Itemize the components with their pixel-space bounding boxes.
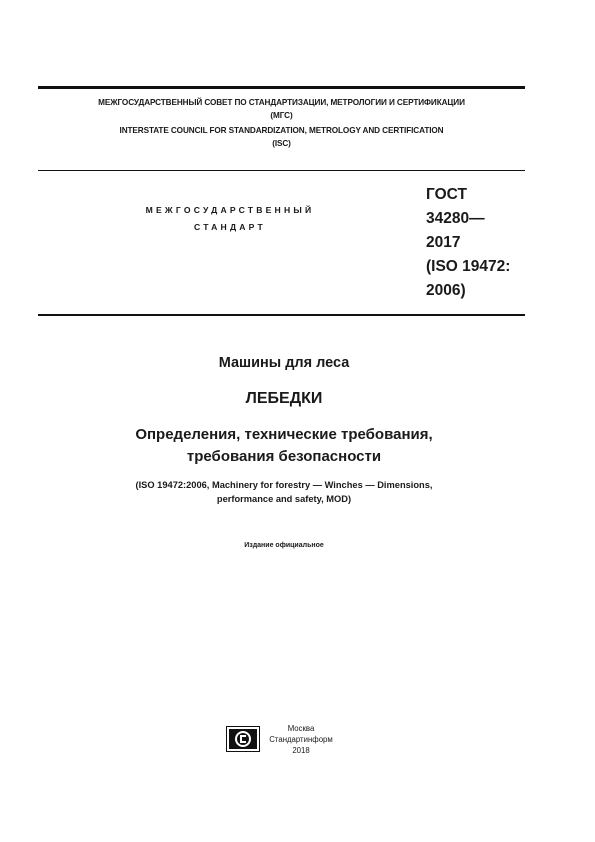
publisher-block: [262, 723, 340, 756]
document-title: ЛЕБЕДКИ: [245, 390, 323, 407]
standard-type-line1: МЕЖГОСУДАРСТВЕННЫЙ: [145, 205, 315, 215]
iso-reference-line1: (ISO 19472:2006, Machinery for forestry — Winches — Dimensions,: [135, 480, 433, 490]
council-ru-name: МЕЖГОСУДАРСТВЕННЫЙ СОВЕТ ПО СТАНДАРТИЗАЦИИ, МЕТРОЛОГИИ И СЕРТИФИКАЦИИ: [98, 98, 465, 107]
council-ru-block: [38, 96, 525, 122]
iso-reference-line2: performance and safety, MOD): [216, 494, 352, 504]
document-category: Машины для леса: [218, 355, 350, 371]
council-ru-abbr: (МГС): [270, 111, 293, 120]
standartinform-logo-icon: [226, 726, 260, 752]
header-divider: [38, 170, 525, 171]
council-en-abbr: (ISC): [272, 139, 291, 148]
top-rule: [38, 86, 525, 89]
designation-line5: 2006): [426, 282, 466, 299]
designation-line2: 34280—: [426, 210, 485, 227]
iso-reference: [0, 478, 568, 506]
standard-designation: [426, 183, 510, 303]
document-subtitle: [0, 424, 568, 468]
standard-type-line2: СТАНДАРТ: [194, 222, 266, 232]
council-en-name: INTERSTATE COUNCIL FOR STANDARDIZATION, METROLOGY AND CERTIFICATION: [119, 126, 444, 135]
subtitle-line1: Определения, технические требования,: [135, 426, 433, 443]
designation-rule: [38, 314, 525, 316]
designation-line3: 2017: [426, 234, 461, 251]
designation-line1: ГОСТ: [426, 186, 467, 203]
publisher-name: Стандартинформ: [269, 735, 333, 744]
subtitle-line2: требования безопасности: [186, 448, 382, 465]
publisher-year: 2018: [292, 746, 310, 755]
publisher-city: Москва: [287, 724, 315, 733]
council-en-block: [38, 124, 525, 150]
designation-line4: (ISO 19472:: [426, 258, 511, 275]
edition-label: Издание официальное: [244, 542, 324, 549]
